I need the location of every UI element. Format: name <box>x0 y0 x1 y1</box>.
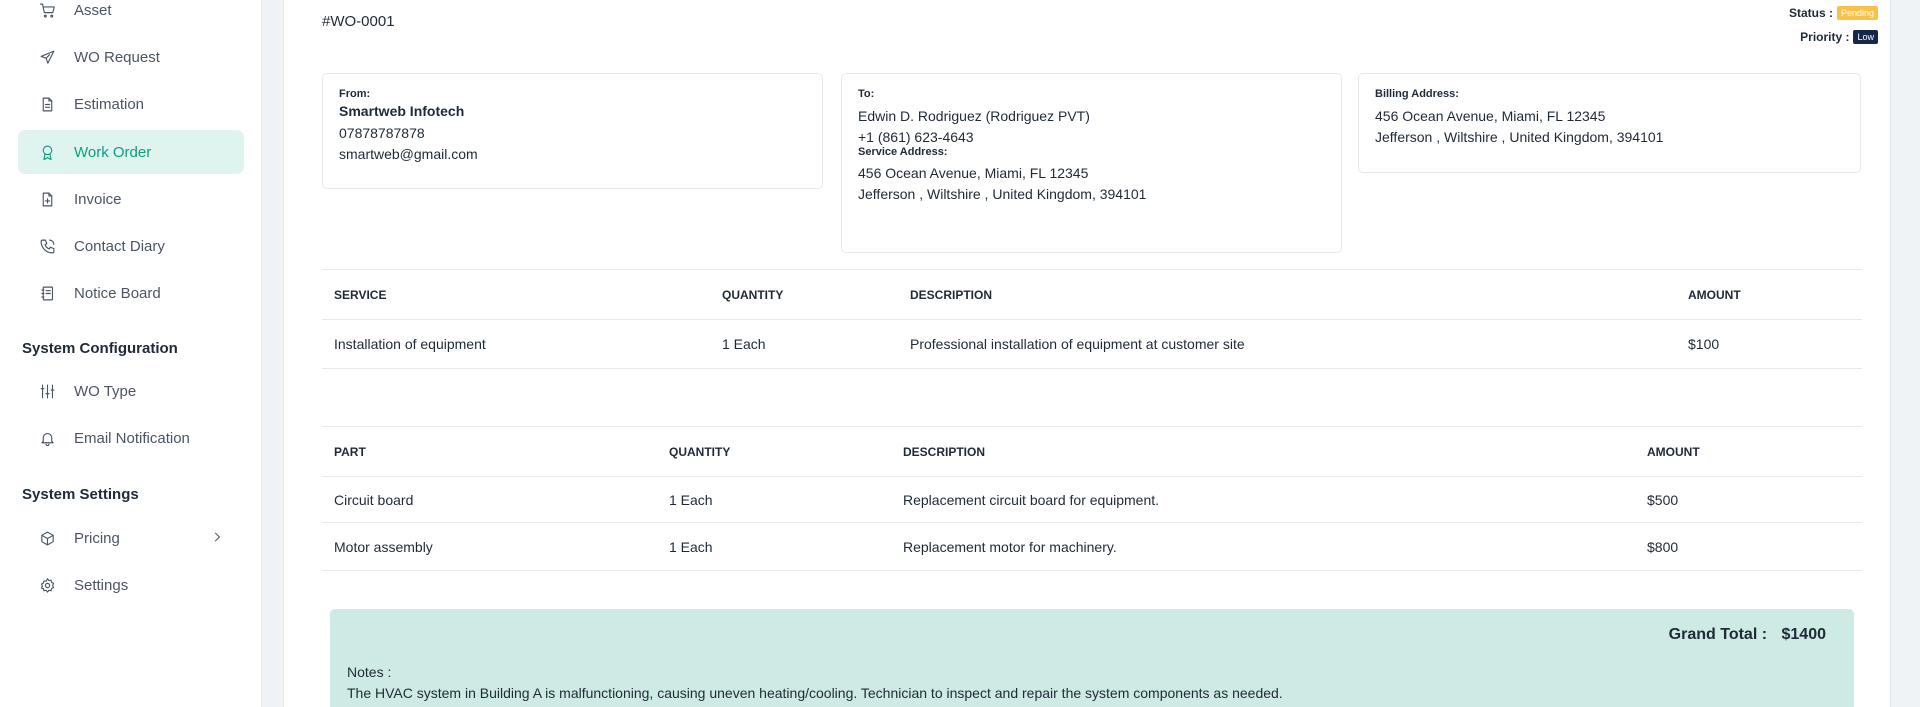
description-cell: Replacement motor for machinery. <box>903 538 1117 555</box>
work-order-id: #WO-0001 <box>322 13 395 30</box>
sidebar-item-wo-type[interactable] <box>18 369 244 413</box>
table-header-row <box>322 426 1862 476</box>
amount-cell: $100 <box>1688 336 1720 352</box>
notes-text: The HVAC system in Building A is malfunctioning, causing uneven heating/cooling. Technician to inspect and repair the system components as needed. <box>347 685 1283 701</box>
billing-address-line1: 456 Ocean Avenue, Miami, FL 12345 <box>1375 108 1606 124</box>
sidebar <box>0 0 262 707</box>
chevron-right-icon <box>210 530 224 544</box>
send-icon <box>36 46 58 68</box>
section-title-system-configuration: System Configuration <box>22 340 178 357</box>
to-label: To: <box>858 88 875 100</box>
description-cell: Professional installation of equipment at customer site <box>910 336 1245 352</box>
column-header-description: DESCRIPTION <box>910 287 993 302</box>
award-icon <box>36 141 58 163</box>
column-header-service: SERVICE <box>334 287 387 302</box>
amount-cell: $800 <box>1647 538 1679 555</box>
from-phone: 07878787878 <box>339 125 425 141</box>
from-email: smartweb@gmail.com <box>339 146 478 162</box>
service-address-label: Service Address: <box>858 146 948 158</box>
totals-panel <box>330 609 1854 707</box>
sidebar-item-invoice[interactable] <box>18 177 244 221</box>
priority-line <box>1800 30 1878 44</box>
part-name-cell: Circuit board <box>334 491 414 508</box>
column-header-amount: AMOUNT <box>1688 287 1741 302</box>
sidebar-item-label: WO Request <box>74 48 160 66</box>
document-icon <box>36 93 58 115</box>
table-header-row <box>322 269 1862 319</box>
table-row <box>322 476 1862 522</box>
amount-cell: $500 <box>1647 491 1679 508</box>
sidebar-item-pricing[interactable] <box>18 516 244 560</box>
to-card <box>841 73 1342 253</box>
section-title-system-settings: System Settings <box>22 486 139 503</box>
from-card <box>322 73 823 189</box>
to-customer-name: Edwin D. Rodriguez (Rodriguez PVT) <box>858 108 1090 124</box>
quantity-cell: 1 Each <box>669 491 713 508</box>
gear-icon <box>36 574 58 596</box>
table-row <box>322 319 1862 369</box>
quantity-cell: 1 Each <box>722 336 766 352</box>
sidebar-item-label: Settings <box>74 576 129 594</box>
priority-badge: Low <box>1853 30 1878 44</box>
sidebar-item-wo-request[interactable] <box>18 35 244 79</box>
service-address-line2: Jefferson , Wiltshire , United Kingdom, 394101 <box>858 186 1147 202</box>
table-row <box>322 522 1862 571</box>
sidebar-item-contact-diary[interactable] <box>18 224 244 268</box>
work-order-detail-panel <box>283 0 1891 707</box>
billing-card <box>1358 73 1861 173</box>
grand-total-amount: $1400 <box>1781 626 1826 643</box>
service-address-line1: 456 Ocean Avenue, Miami, FL 12345 <box>858 165 1089 181</box>
sidebar-item-label: Invoice <box>74 190 122 208</box>
services-table <box>322 269 1862 369</box>
sidebar-item-work-order[interactable] <box>18 130 244 174</box>
phone-icon <box>36 235 58 257</box>
notebook-icon <box>36 282 58 304</box>
parts-table <box>322 426 1862 571</box>
bell-icon <box>36 427 58 449</box>
priority-label: Priority : <box>1800 30 1850 44</box>
billing-address-label: Billing Address: <box>1375 88 1459 100</box>
billing-address-line2: Jefferson , Wiltshire , United Kingdom, 394101 <box>1375 129 1664 145</box>
sidebar-item-label: WO Type <box>74 382 137 400</box>
column-header-amount: AMOUNT <box>1647 444 1700 459</box>
sliders-icon <box>36 380 58 402</box>
from-label: From: <box>339 88 371 100</box>
cart-icon <box>36 0 58 21</box>
sidebar-item-settings[interactable] <box>18 563 244 607</box>
column-header-description: DESCRIPTION <box>903 444 986 459</box>
status-label: Status : <box>1788 6 1833 20</box>
sidebar-item-label: Estimation <box>74 95 145 113</box>
sidebar-item-estimation[interactable] <box>18 82 244 126</box>
description-cell: Replacement circuit board for equipment. <box>903 491 1160 508</box>
status-badge: Pending <box>1837 6 1878 20</box>
sidebar-item-label: Asset <box>74 1 112 19</box>
notes-label: Notes : <box>347 664 392 680</box>
column-header-part: PART <box>334 444 366 459</box>
sidebar-item-email-notification[interactable] <box>18 416 244 460</box>
invoice-icon <box>36 188 58 210</box>
status-line <box>1789 6 1878 20</box>
sidebar-item-label: Work Order <box>74 143 152 161</box>
service-name-cell: Installation of equipment <box>334 336 486 352</box>
sidebar-item-notice-board[interactable] <box>18 271 244 315</box>
to-phone: +1 (861) 623-4643 <box>858 129 974 145</box>
quantity-cell: 1 Each <box>669 538 713 555</box>
column-header-quantity: QUANTITY <box>722 287 784 302</box>
grand-total-label: Grand Total : <box>1668 626 1768 643</box>
package-icon <box>36 527 58 549</box>
column-header-quantity: QUANTITY <box>669 444 731 459</box>
sidebar-item-label: Email Notification <box>74 429 190 447</box>
sidebar-item-asset[interactable] <box>18 0 244 32</box>
sidebar-item-label: Pricing <box>74 529 120 547</box>
grand-total <box>1669 626 1826 644</box>
sidebar-item-label: Contact Diary <box>74 237 165 255</box>
sidebar-item-label: Notice Board <box>74 284 161 302</box>
part-name-cell: Motor assembly <box>334 538 433 555</box>
from-company-name: Smartweb Infotech <box>339 103 465 119</box>
